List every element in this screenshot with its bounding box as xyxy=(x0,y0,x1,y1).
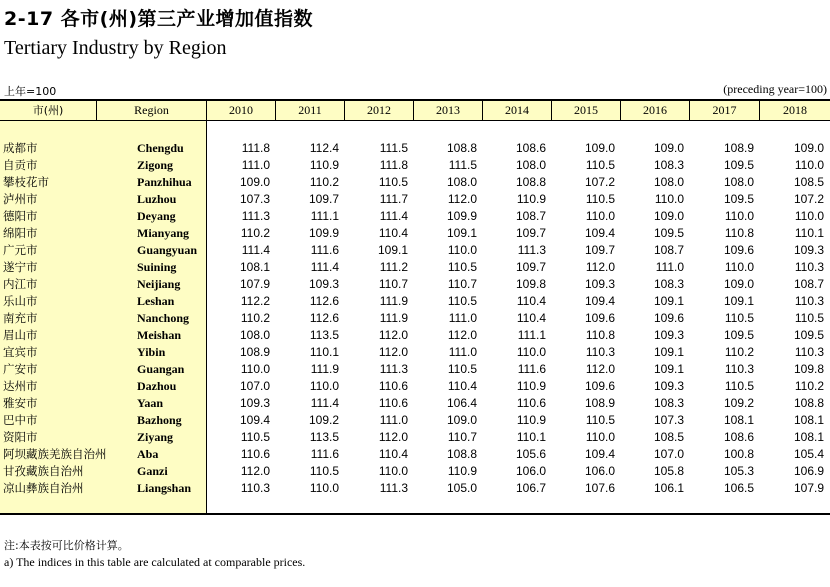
cell-value-2017: 109.1 xyxy=(723,294,754,308)
cell-value-2015: 110.5 xyxy=(585,158,615,172)
cell-value-2015: 109.4 xyxy=(584,447,615,461)
cell-value-2014: 110.9 xyxy=(516,379,546,393)
cell-value-2016: 111.0 xyxy=(655,260,684,274)
cell-value-2018: 109.5 xyxy=(793,328,824,342)
cell-value-2011: 110.0 xyxy=(309,379,339,393)
cell-value-2013: 110.9 xyxy=(447,464,477,478)
table-row xyxy=(0,480,830,497)
cell-value-2011: 110.5 xyxy=(309,464,339,478)
table-title-en: Tertiary Industry by Region xyxy=(4,37,227,59)
cell-region: Panzhihua xyxy=(137,175,192,189)
cell-value-2017: 108.0 xyxy=(723,175,754,189)
cell-value-2016: 109.3 xyxy=(653,379,684,393)
cell-name-cn: 乐山市 xyxy=(3,294,38,308)
cell-name-cn: 资阳市 xyxy=(3,430,38,444)
cell-region: Mianyang xyxy=(137,226,190,240)
header-year-2016: 2016 xyxy=(621,99,690,121)
cell-value-2012: 111.3 xyxy=(379,362,408,376)
cell-value-2016: 108.3 xyxy=(653,396,684,410)
cell-value-2010: 111.4 xyxy=(241,243,270,257)
cell-value-2016: 108.7 xyxy=(653,243,684,257)
cell-value-2017: 109.5 xyxy=(723,192,754,206)
cell-value-2015: 109.4 xyxy=(584,294,615,308)
unit-label-en: (preceding year=100) xyxy=(723,82,827,96)
table-row xyxy=(0,140,830,157)
cell-value-2018: 108.1 xyxy=(793,413,824,427)
table-row xyxy=(0,259,830,276)
cell-name-cn: 眉山市 xyxy=(3,328,38,342)
cell-value-2018: 109.8 xyxy=(793,362,824,376)
table-row xyxy=(0,242,830,259)
cell-value-2014: 109.7 xyxy=(515,226,546,240)
cell-value-2011: 111.6 xyxy=(310,243,339,257)
cell-value-2010: 109.4 xyxy=(239,413,270,427)
header-year-2012: 2012 xyxy=(345,99,414,121)
cell-value-2016: 107.3 xyxy=(653,413,684,427)
cell-value-2018: 105.4 xyxy=(793,447,824,461)
table-row xyxy=(0,446,830,463)
header-year-2018: 2018 xyxy=(783,103,807,117)
cell-value-2017: 110.2 xyxy=(724,345,754,359)
cell-value-2011: 110.0 xyxy=(309,481,339,495)
cell-region: Guangan xyxy=(137,362,185,376)
header-year-2017: 2017 xyxy=(690,99,760,121)
cell-value-2011: 111.4 xyxy=(310,396,339,410)
cell-value-2011: 113.5 xyxy=(309,430,339,444)
cell-value-2016: 109.1 xyxy=(653,362,684,376)
cell-value-2010: 111.8 xyxy=(241,141,270,155)
cell-region: Aba xyxy=(137,447,159,461)
cell-value-2013: 108.0 xyxy=(446,175,477,189)
cell-value-2016: 108.0 xyxy=(653,175,684,189)
cell-value-2014: 106.0 xyxy=(515,464,546,478)
cell-region: Ziyang xyxy=(137,430,174,444)
cell-value-2017: 108.6 xyxy=(723,430,754,444)
cell-name-cn: 宜宾市 xyxy=(3,345,38,359)
cell-value-2014: 110.9 xyxy=(516,413,546,427)
cell-name-cn: 雅安市 xyxy=(3,396,38,410)
cell-value-2010: 110.2 xyxy=(240,311,270,325)
cell-region: Guangyuan xyxy=(137,243,198,257)
header-name-cn: 市(州) xyxy=(0,99,97,121)
cell-value-2016: 108.5 xyxy=(653,430,684,444)
cell-value-2015: 110.8 xyxy=(585,328,615,342)
cell-value-2010: 109.3 xyxy=(239,396,270,410)
cell-region: Liangshan xyxy=(137,481,192,495)
cell-value-2014: 110.1 xyxy=(516,430,546,444)
cell-value-2011: 109.2 xyxy=(308,413,339,427)
cell-value-2016: 109.0 xyxy=(653,141,684,155)
cell-name-cn: 内江市 xyxy=(3,277,38,291)
cell-value-2013: 112.0 xyxy=(447,192,477,206)
cell-region: Chengdu xyxy=(137,141,184,155)
header-year-2010: 2010 xyxy=(207,99,276,121)
cell-value-2010: 111.0 xyxy=(241,158,270,172)
cell-value-2010: 109.0 xyxy=(239,175,270,189)
cell-value-2010: 110.5 xyxy=(240,430,270,444)
cell-value-2012: 110.4 xyxy=(378,447,408,461)
cell-value-2011: 109.7 xyxy=(308,192,339,206)
cell-value-2017: 110.3 xyxy=(724,362,754,376)
cell-value-2012: 112.0 xyxy=(378,328,408,342)
cell-value-2011: 110.2 xyxy=(309,175,339,189)
cell-value-2011: 110.1 xyxy=(309,345,339,359)
cell-value-2017: 108.9 xyxy=(723,141,754,155)
cell-value-2015: 109.6 xyxy=(584,311,615,325)
cell-region: Dazhou xyxy=(137,379,177,393)
cell-value-2012: 111.2 xyxy=(379,260,408,274)
header-year-2013: 2013 xyxy=(414,99,483,121)
cell-value-2011: 110.9 xyxy=(309,158,339,172)
cell-region: Bazhong xyxy=(137,413,182,427)
cell-value-2012: 111.9 xyxy=(379,294,408,308)
cell-value-2013: 110.5 xyxy=(447,362,477,376)
cell-name-cn: 达州市 xyxy=(3,379,38,393)
cell-value-2018: 110.3 xyxy=(794,345,824,359)
cell-value-2018: 108.5 xyxy=(793,175,824,189)
cell-value-2013: 105.0 xyxy=(446,481,477,495)
cell-value-2012: 111.0 xyxy=(379,413,408,427)
cell-value-2013: 109.0 xyxy=(446,413,477,427)
cell-value-2017: 109.0 xyxy=(723,277,754,291)
cell-value-2012: 110.4 xyxy=(378,226,408,240)
cell-value-2011: 111.1 xyxy=(310,209,339,223)
cell-value-2013: 110.0 xyxy=(447,243,477,257)
footnote-en: a) The indices in this table are calculated at comparable prices. xyxy=(4,555,306,569)
cell-value-2017: 109.5 xyxy=(723,328,754,342)
cell-region: Ganzi xyxy=(137,464,168,478)
cell-value-2014: 110.0 xyxy=(516,345,546,359)
cell-value-2010: 111.3 xyxy=(241,209,270,223)
cell-region: Meishan xyxy=(137,328,182,342)
cell-value-2015: 107.6 xyxy=(584,481,615,495)
table-row xyxy=(0,157,830,174)
cell-value-2016: 109.6 xyxy=(653,311,684,325)
cell-value-2012: 111.9 xyxy=(379,311,408,325)
cell-value-2014: 110.9 xyxy=(516,192,546,206)
cell-name-cn: 广安市 xyxy=(3,362,38,376)
cell-region: Deyang xyxy=(137,209,176,223)
cell-value-2013: 106.4 xyxy=(446,396,477,410)
cell-value-2011: 111.4 xyxy=(310,260,339,274)
cell-value-2017: 109.6 xyxy=(723,243,754,257)
cell-value-2015: 112.0 xyxy=(585,362,615,376)
cell-region: Nanchong xyxy=(137,311,190,325)
cell-value-2012: 112.0 xyxy=(378,430,408,444)
cell-value-2010: 108.1 xyxy=(239,260,270,274)
cell-value-2010: 110.2 xyxy=(240,226,270,240)
cell-value-2016: 108.3 xyxy=(653,277,684,291)
cell-value-2016: 110.0 xyxy=(654,192,684,206)
cell-value-2011: 112.6 xyxy=(309,311,339,325)
table-row xyxy=(0,310,830,327)
cell-value-2015: 108.9 xyxy=(584,396,615,410)
cell-value-2014: 110.4 xyxy=(516,294,546,308)
cell-value-2011: 109.3 xyxy=(308,277,339,291)
cell-value-2018: 108.1 xyxy=(793,430,824,444)
cell-value-2015: 109.6 xyxy=(584,379,615,393)
cell-value-2017: 109.2 xyxy=(723,396,754,410)
cell-value-2018: 110.0 xyxy=(794,209,824,223)
cell-value-2015: 110.5 xyxy=(585,413,615,427)
cell-value-2013: 108.8 xyxy=(446,141,477,155)
table-row xyxy=(0,191,830,208)
cell-value-2016: 109.0 xyxy=(653,209,684,223)
cell-value-2010: 107.3 xyxy=(239,192,270,206)
cell-name-cn: 阿坝藏族羌族自治州 xyxy=(3,447,107,461)
cell-value-2015: 106.0 xyxy=(584,464,615,478)
cell-value-2012: 110.7 xyxy=(378,277,408,291)
cell-name-cn: 遂宁市 xyxy=(3,260,38,274)
cell-value-2016: 105.8 xyxy=(653,464,684,478)
cell-value-2013: 112.0 xyxy=(447,328,477,342)
cell-value-2018: 109.3 xyxy=(793,243,824,257)
cell-value-2014: 111.6 xyxy=(517,362,546,376)
cell-name-cn: 自贡市 xyxy=(3,158,38,172)
cell-value-2013: 111.5 xyxy=(448,158,477,172)
cell-value-2018: 109.0 xyxy=(793,141,824,155)
cell-value-2011: 113.5 xyxy=(309,328,339,342)
cell-value-2016: 109.5 xyxy=(653,226,684,240)
cell-value-2012: 111.3 xyxy=(379,481,408,495)
cell-value-2012: 111.4 xyxy=(379,209,408,223)
cell-value-2018: 110.5 xyxy=(794,311,824,325)
cell-value-2017: 109.5 xyxy=(723,158,754,172)
cell-name-cn: 泸州市 xyxy=(3,192,38,206)
cell-value-2017: 108.1 xyxy=(723,413,754,427)
cell-value-2014: 109.8 xyxy=(515,277,546,291)
cell-value-2010: 110.6 xyxy=(240,447,270,461)
header-year-2011: 2011 xyxy=(276,99,345,121)
cell-value-2012: 110.0 xyxy=(378,464,408,478)
cell-value-2014: 108.6 xyxy=(515,141,546,155)
cell-value-2015: 109.0 xyxy=(584,141,615,155)
cell-value-2018: 110.3 xyxy=(794,294,824,308)
cell-value-2010: 112.2 xyxy=(240,294,270,308)
cell-value-2012: 110.5 xyxy=(378,175,408,189)
cell-value-2018: 110.1 xyxy=(794,226,824,240)
table-row xyxy=(0,378,830,395)
table-row xyxy=(0,429,830,446)
table-row xyxy=(0,395,830,412)
table-title-cn: 2-17 各市(州)第三产业增加值指数 xyxy=(4,8,314,30)
cell-value-2018: 110.3 xyxy=(794,260,824,274)
cell-value-2017: 110.8 xyxy=(724,226,754,240)
table-row xyxy=(0,225,830,242)
cell-value-2014: 105.6 xyxy=(515,447,546,461)
cell-name-cn: 南充市 xyxy=(3,311,38,325)
cell-value-2017: 110.0 xyxy=(724,209,754,223)
cell-value-2011: 112.4 xyxy=(309,141,339,155)
footnote-cn: 注:本表按可比价格计算。 xyxy=(4,539,129,552)
table-bottom-rule xyxy=(0,513,830,515)
cell-value-2018: 107.2 xyxy=(793,192,824,206)
cell-value-2012: 112.0 xyxy=(378,345,408,359)
cell-value-2015: 112.0 xyxy=(585,260,615,274)
cell-name-cn: 广元市 xyxy=(3,243,38,257)
cell-value-2016: 106.1 xyxy=(653,481,684,495)
cell-value-2010: 110.0 xyxy=(240,362,270,376)
cell-value-2017: 110.5 xyxy=(724,379,754,393)
cell-value-2017: 100.8 xyxy=(723,447,754,461)
cell-value-2010: 108.0 xyxy=(239,328,270,342)
header-year-2014: 2014 xyxy=(483,99,552,121)
cell-value-2012: 111.8 xyxy=(379,158,408,172)
cell-value-2011: 112.6 xyxy=(309,294,339,308)
cell-value-2015: 110.3 xyxy=(585,345,615,359)
cell-value-2010: 107.0 xyxy=(239,379,270,393)
header-region: Region xyxy=(97,99,207,121)
cell-name-cn: 绵阳市 xyxy=(3,226,38,240)
cell-value-2013: 110.5 xyxy=(447,260,477,274)
cell-value-2013: 111.0 xyxy=(448,345,477,359)
cell-value-2016: 109.1 xyxy=(653,345,684,359)
cell-value-2014: 111.1 xyxy=(517,328,546,342)
cell-value-2014: 108.0 xyxy=(515,158,546,172)
cell-value-2013: 110.7 xyxy=(447,277,477,291)
cell-value-2016: 109.3 xyxy=(653,328,684,342)
cell-value-2010: 108.9 xyxy=(239,345,270,359)
cell-value-2010: 110.3 xyxy=(240,481,270,495)
cell-value-2012: 111.5 xyxy=(379,141,408,155)
cell-value-2015: 107.2 xyxy=(584,175,615,189)
cell-region: Luzhou xyxy=(137,192,177,206)
cell-value-2018: 107.9 xyxy=(793,481,824,495)
cell-value-2013: 109.1 xyxy=(446,226,477,240)
table-row xyxy=(0,463,830,480)
cell-value-2014: 111.3 xyxy=(517,243,546,257)
cell-value-2011: 111.6 xyxy=(310,447,339,461)
cell-value-2012: 110.6 xyxy=(378,379,408,393)
cell-value-2014: 109.7 xyxy=(515,260,546,274)
cell-value-2014: 108.7 xyxy=(515,209,546,223)
cell-value-2017: 110.0 xyxy=(724,260,754,274)
cell-value-2017: 110.5 xyxy=(724,311,754,325)
cell-value-2013: 109.9 xyxy=(446,209,477,223)
cell-region: Suining xyxy=(137,260,177,274)
cell-region: Zigong xyxy=(137,158,174,172)
cell-value-2017: 105.3 xyxy=(723,464,754,478)
table-row xyxy=(0,327,830,344)
cell-name-cn: 攀枝花市 xyxy=(3,175,49,189)
cell-value-2015: 110.5 xyxy=(585,192,615,206)
cell-value-2014: 110.6 xyxy=(516,396,546,410)
cell-region: Leshan xyxy=(137,294,175,308)
cell-value-2017: 106.5 xyxy=(723,481,754,495)
cell-value-2015: 110.0 xyxy=(585,430,615,444)
table-row xyxy=(0,208,830,225)
table-row xyxy=(0,293,830,310)
cell-value-2015: 109.4 xyxy=(584,226,615,240)
cell-value-2011: 111.9 xyxy=(310,362,339,376)
cell-name-cn: 甘孜藏族自治州 xyxy=(3,464,84,478)
cell-value-2016: 108.3 xyxy=(653,158,684,172)
cell-name-cn: 凉山彝族自治州 xyxy=(3,481,84,495)
cell-value-2011: 109.9 xyxy=(308,226,339,240)
unit-label-cn: 上年=100 xyxy=(4,85,57,98)
cell-value-2018: 108.7 xyxy=(793,277,824,291)
cell-value-2012: 109.1 xyxy=(377,243,408,257)
table-row xyxy=(0,174,830,191)
cell-value-2013: 110.7 xyxy=(447,430,477,444)
cell-name-cn: 德阳市 xyxy=(3,209,38,223)
cell-value-2016: 107.0 xyxy=(653,447,684,461)
cell-value-2010: 112.0 xyxy=(240,464,270,478)
cell-value-2014: 110.4 xyxy=(516,311,546,325)
cell-value-2018: 108.8 xyxy=(793,396,824,410)
cell-value-2012: 111.7 xyxy=(379,192,408,206)
cell-value-2015: 110.0 xyxy=(585,209,615,223)
cell-name-cn: 成都市 xyxy=(3,141,38,155)
cell-value-2018: 106.9 xyxy=(793,464,824,478)
cell-value-2013: 111.0 xyxy=(448,311,477,325)
cell-value-2016: 109.1 xyxy=(653,294,684,308)
cell-value-2012: 110.6 xyxy=(378,396,408,410)
cell-value-2018: 110.0 xyxy=(794,158,824,172)
table-row xyxy=(0,276,830,293)
cell-value-2014: 106.7 xyxy=(515,481,546,495)
header-year-2015: 2015 xyxy=(552,99,621,121)
cell-region: Yaan xyxy=(137,396,164,410)
cell-value-2018: 110.2 xyxy=(794,379,824,393)
cell-value-2013: 110.5 xyxy=(447,294,477,308)
cell-value-2015: 109.7 xyxy=(584,243,615,257)
cell-value-2014: 108.8 xyxy=(515,175,546,189)
table-row xyxy=(0,344,830,361)
table-row xyxy=(0,361,830,378)
cell-name-cn: 巴中市 xyxy=(3,413,38,427)
cell-value-2010: 107.9 xyxy=(239,277,270,291)
cell-value-2015: 109.3 xyxy=(584,277,615,291)
table-row xyxy=(0,412,830,429)
cell-value-2013: 108.8 xyxy=(446,447,477,461)
cell-region: Yibin xyxy=(137,345,166,359)
cell-region: Neijiang xyxy=(137,277,181,291)
cell-value-2013: 110.4 xyxy=(447,379,477,393)
